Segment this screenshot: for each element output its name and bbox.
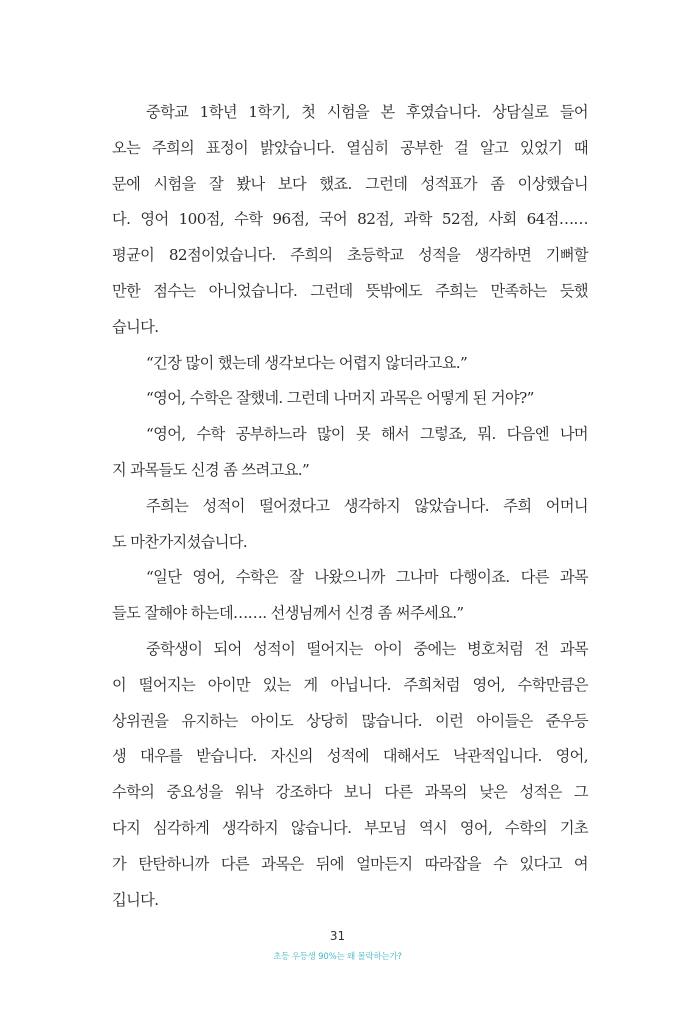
text-line: 오는 주희의 표정이 밝았습니다. 열심히 공부한 걸 알고 있었기 때 [112, 138, 588, 157]
text-line: 평균이 82점이었습니다. 주희의 초등학교 성적을 생각하면 기뻐할 [112, 246, 588, 265]
text-line: 수학의 중요성을 워낙 강조하다 보니 다른 과목의 낮은 성적은 그 [112, 783, 588, 802]
text-line: 다지 심각하게 생각하지 않습니다. 부모님 역시 영어, 수학의 기초 [112, 818, 588, 837]
text-line: 상위권을 유지하는 아이도 상당히 많습니다. 이런 아이들은 준우등 [112, 711, 588, 730]
page-body [112, 95, 588, 918]
text-line: 생 대우를 받습니다. 자신의 성적에 대해서도 낙관적입니다. 영어, [112, 747, 588, 766]
text-line: “긴장 많이 했는데 생각보다는 어렵지 않더라고요.” [146, 353, 468, 372]
text-line: 문에 시험을 잘 봤나 보다 했죠. 그런데 성적표가 좀 이상했습니 [112, 174, 588, 193]
text-line: 습니다. [112, 317, 159, 336]
text-line: 지 과목들도 신경 좀 쓰려고요.” [112, 460, 310, 479]
text-line: “영어, 수학은 잘했네. 그런데 나머지 과목은 어떻게 된 거야?” [146, 389, 534, 408]
text-line: 다. 영어 100점, 수학 96점, 국어 82점, 과학 52점, 사회 64점…… [112, 210, 588, 229]
text-line: 이 떨어지는 아이만 있는 게 아닙니다. 주희처럼 영어, 수학만큼은 [112, 675, 588, 694]
page-number: 31 [329, 929, 346, 943]
text-line: 만한 점수는 아니었습니다. 그런데 뜻밖에도 주희는 만족하는 듯했 [112, 281, 588, 300]
text-line: “영어, 수학 공부하느라 많이 못 해서 그렇죠, 뭐. 다음엔 나머 [146, 425, 588, 444]
text-line: 들도 잘해야 하는데……. 선생님께서 신경 좀 써주세요.” [112, 604, 464, 623]
text-line: 중학생이 되어 성적이 떨어지는 아이 중에는 병호처럼 전 과목 [146, 639, 588, 658]
text-line: 도 마찬가지셨습니다. [112, 532, 248, 551]
text-line: 가 탄탄하니까 다른 과목은 뒤에 얼마든지 따라잡을 수 있다고 여 [112, 854, 588, 873]
running-footer-book-title: 초등 우등생 90%는 왜 몰락하는가? [273, 952, 402, 962]
text-line: 중학교 1학년 1학기, 첫 시험을 본 후였습니다. 상담실로 들어 [146, 103, 588, 121]
text-line: 깁니다. [112, 890, 159, 909]
text-line: “일단 영어, 수학은 잘 나왔으니까 그나마 다행이죠. 다른 과목 [146, 568, 588, 587]
text-line: 주희는 성적이 떨어졌다고 생각하지 않았습니다. 주희 어머니 [146, 496, 588, 515]
